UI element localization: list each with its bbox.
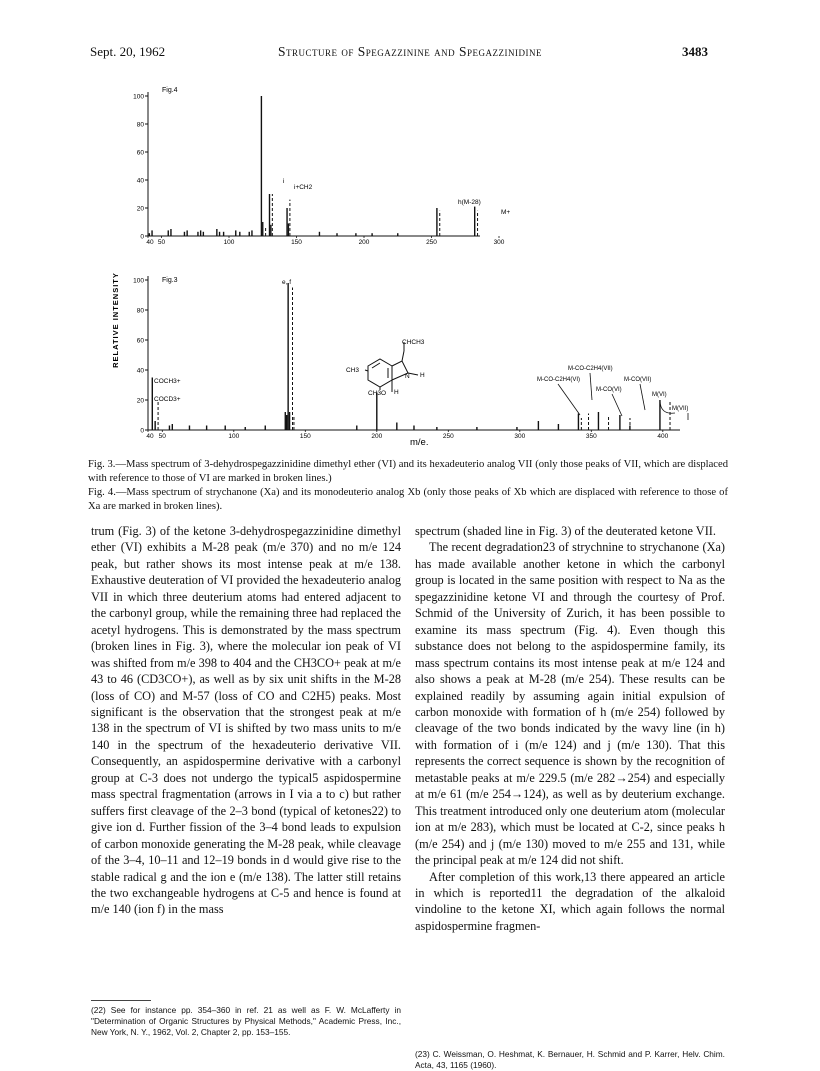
fig3-x-tick-label: 300 (514, 433, 526, 440)
mass-spectra-figure (0, 70, 820, 460)
fig4-caption: Fig. 4.—Mass spectrum of strychanone (Xa) and its monodeuterio analog Xb (only those peaks of Xb which are displaced with reference to those of Xa are marked in broken lines). (88, 487, 728, 512)
fig3-annot-coch3: COCH3+ (154, 378, 181, 385)
annot-m-vi: M(VI) (652, 392, 667, 398)
fig3-label: Fig.3 (162, 277, 178, 284)
fig4-annot-ich2: i+CH2 (294, 184, 313, 191)
running-date: Sept. 20, 1962 (90, 44, 166, 59)
fig3-x-tick-label: 100 (228, 433, 240, 440)
footnote-23: (23) C. Weissman, O. Heshmat, K. Bernauer, H. Schmid and P. Karrer, Helv. Chim. Acta, 43, 1165 (1960). (415, 1049, 725, 1070)
fig4-x-tick-label: 200 (358, 239, 370, 246)
fig4-y-tick-label: 60 (136, 149, 144, 157)
fig3-x-tick-label: 50 (158, 433, 166, 440)
fig3-y-tick-label: 60 (136, 337, 144, 345)
fig3-caption: Fig. 3.—Mass spectrum of 3-dehydrospegazzinidine dimethyl ether (VI) and its hexadeuterio analog VII (only those peaks of VII, which are displaced with reference to those of VI are marked in broken lines.) (88, 459, 728, 484)
fig4-y-tick-label: 20 (136, 205, 144, 213)
fig3-x-tick-label: 250 (442, 433, 454, 440)
y-axis-label: RELATIVE INTENSITY (111, 272, 120, 368)
right-paragraph-2: The recent degradation23 of strychnine to strychanone (Xa) has made available another ketone in which the carbonyl group is located in the same position with respect to Na as the spegazzinidine ketone VI and through the courtesy of Prof. Schmid of the University of Zurich, it has been possible to examine its mass spectrum (Fig. 4). Even though this substance does not belong to the aspidospermine family, its mass spectrum contains its most intense peak at m/e 124 and also shows a peak at M-28 (m/e 254). These results can be explained readily by assuming again initial expulsion of carbon monoxide with formation of h (m/e 254) followed by cleavage of the two bonds indicated by the wavy line (in h) with formation of i (m/e 124) and j (m/e 130). That this represents the correct sequence is shown by the recognition of metastable peaks at m/e 229.5 (m/e 282→254) and especially at m/e 61 (m/e 254→124), as well as by deuterium exchange. This treatment introduced only one deuterium atom (molecular ion at m/e 283), which must be located at C-2, since peaks h (m/e 254) and j (m/e 130) moved to m/e 255 and 131, while the principal peak at m/e 124 did not shift. (415, 540, 725, 868)
fig3-x-tick-label: 350 (585, 433, 597, 440)
fig3-x-tick-label: 400 (657, 433, 669, 440)
fig3-spectrum (133, 276, 680, 440)
struct-label-h: H (420, 372, 425, 379)
fig3-annot-ef: e, f (282, 279, 292, 286)
annot-m-co-c2h4-vi: M-CO-C2H4(VI) (537, 377, 580, 383)
x-axis-label: m/e. (410, 437, 429, 448)
annot-m-co-c2h4-vii: M-CO-C2H4(VII) (568, 366, 613, 372)
annot-m-vii: M(VII) (672, 406, 689, 412)
struct-label-ch3o: CH3O (368, 390, 387, 397)
fig4-x-tick-label: 300 (493, 239, 505, 246)
fig4-y-tick-label: 100 (133, 93, 144, 101)
fig4-x-tick-label: 50 (157, 239, 166, 246)
fig4-x-tick-label: 100 (223, 239, 235, 246)
struct-label-ch3: CH3 (346, 367, 360, 374)
fig4-y-tick-label: 80 (136, 121, 144, 129)
fig4-annot-h: h(M-28) (458, 199, 481, 206)
fig3-y-tick-label: 80 (136, 307, 144, 315)
fig4-y-tick-label: 40 (136, 177, 144, 185)
fig4-spectrum (133, 92, 505, 246)
running-title: Structure of Spegazzinine and Spegazzinidine (277, 44, 542, 59)
fig4-annot-i: i (283, 178, 285, 185)
fig3-x-tick-label: 200 (371, 433, 383, 440)
fig3-x-tick-label: 150 (299, 433, 311, 440)
fig4-x-tick-label: 250 (426, 239, 437, 246)
fig3-x-tick-label: 40 (146, 433, 154, 440)
fig4-y-tick-label: 0 (140, 233, 144, 241)
right-column (415, 523, 725, 934)
left-column (91, 523, 401, 918)
fig3-annot-cocd3: COCD3+ (154, 396, 181, 403)
fig4-annot-m: M+ (501, 209, 511, 216)
left-paragraph: trum (Fig. 3) of the ketone 3-dehydrospegazzinidine dimethyl ether (VI) exhibits a M-28 peak (m/e 370) and no m/e 124 peak, but rather shows its most intense peak at m/e 138. Exhaustive deuteration of VI provided the hexadeuterio analog VII in which three deuterium atoms had entered adjacent to the carbonyl group, while the remaining three had replaced the acetyl hydrogens. This is demonstrated by the mass spectrum (broken lines in Fig. 3), where the molecular ion peak of VI was shifted from m/e 398 to 404 and the CH3CO+ peak at m/e 43 to 46 (CD3CO+), as well as by six unit shifts in the M-28 (loss of CO) and M-57 (loss of CO and C2H5) peaks. Most significant is the observation that the strongest peak at m/e 138 in the spectrum of VI is shifted by two mass units to m/e 140 in the spectrum of the hexadeuterio derivative VII. Consequently, an aspidospermine derivative with a carbonyl group at C-3 does not undergo the typical5 aspidospermine mass spectral fragmentation (arrows in I via a to c) but rather suffers first cleavage of the 2–3 bond (typical of ketones22) to give ion d. Further fission of the 3–4 bond leads to expulsion of carbon monoxide generating the M-28 peak, while cleavage of the 3–4, 10–11 and 12–19 bonds in d would give rise to the stable radical g and the ion e (m/e 138). The latter still retains the two exchangeable hydrogens at C-5 and hence is found at m/e 140 (ion f) in the mass (91, 524, 401, 917)
annot-m-co-vi: M-CO(VI) (596, 387, 622, 393)
fig3-y-tick-label: 40 (136, 367, 144, 375)
fig3-y-tick-label: 100 (133, 277, 144, 285)
fig4-x-tick-label: 40 (146, 239, 154, 246)
fig3-y-tick-label: 20 (136, 397, 144, 405)
fig4-x-tick-label: 150 (291, 239, 302, 246)
page-number: 3483 (682, 44, 708, 59)
right-paragraph-1: spectrum (shaded line in Fig. 3) of the deuterated ketone VII. (415, 524, 716, 538)
annot-m-co-vii: M-CO(VII) (624, 377, 652, 383)
right-paragraph-3: After completion of this work,13 there appeared an article in which is reported11 the degradation of the alkaloid vindoline to the ketone XI, which again follows the normal aspidospermine fragmen- (415, 869, 725, 933)
footnote-22: (22) See for instance pp. 354–360 in ref. 21 as well as F. W. McLafferty in "Determination of Organic Structures by Physical Methods," Academic Press, Inc., New York, N. Y., 1962, Vol. 2, Chapter 2, pp. 153–155. (91, 1000, 401, 1038)
struct-label-chch3: CHCH3 (402, 339, 425, 346)
fig3-y-tick-label: 0 (140, 427, 144, 435)
fig4-label: Fig.4 (162, 87, 178, 94)
indole-structure-drawing (365, 342, 418, 392)
struct-label-hb: H (394, 389, 399, 396)
struct-label-n: N (405, 373, 410, 380)
